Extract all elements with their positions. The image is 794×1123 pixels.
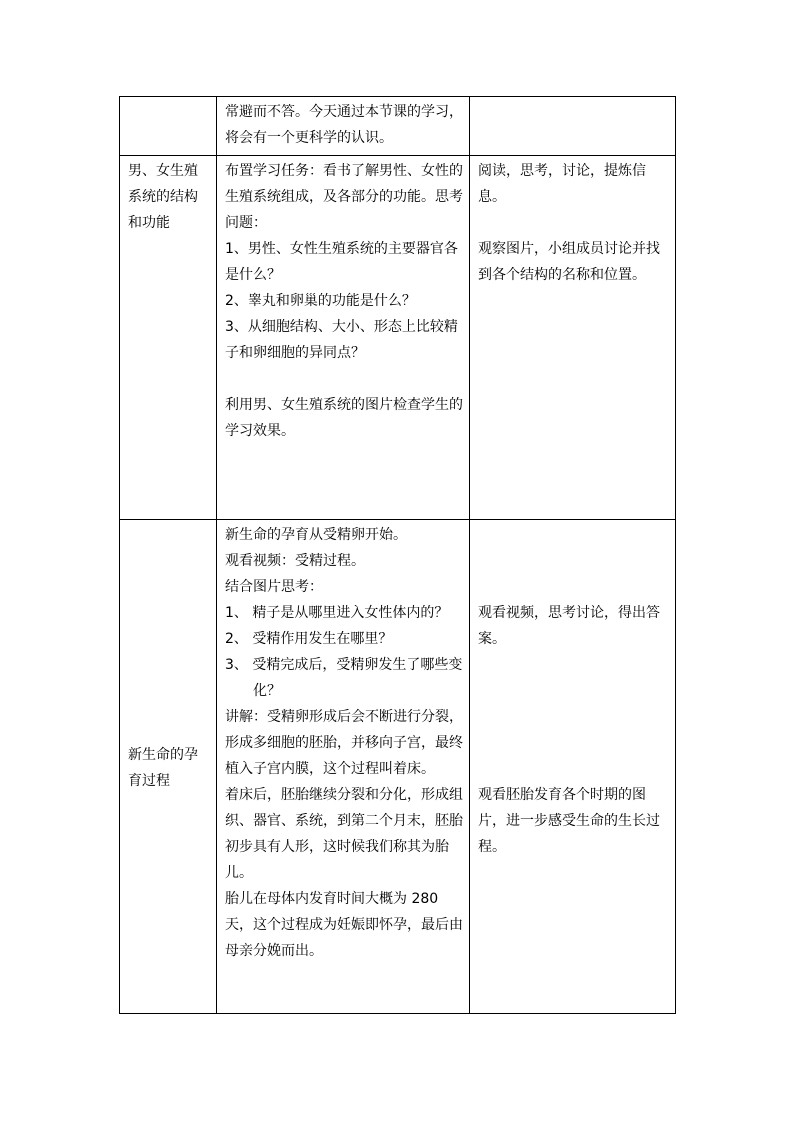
teacher-activity-cell — [217, 97, 470, 156]
teacher-text: 着床后，胚胎继续分裂和分化，形成组织、器官、系统，到第二个月末，胚胎初步具有人形，这时候我们称其为胎儿。 — [225, 787, 463, 881]
topic-cell — [120, 520, 217, 1014]
teacher-text: 结合图片思考： — [225, 579, 323, 595]
teacher-text: 利用男、女生殖系统的图片检查学生的学习效果。 — [225, 397, 463, 439]
student-activity-cell — [470, 520, 676, 1014]
teacher-text: 2、 受精作用发生在哪里？ — [225, 631, 393, 647]
teacher-activity-cell — [217, 520, 470, 1014]
spacer — [478, 210, 669, 236]
teacher-text: 胎儿在母体内发育时间大概为 280 天，这个过程成为妊娠即怀孕，最后由母亲分娩而出。 — [225, 891, 463, 959]
teacher-text: 3、 受精完成后，受精卵发生了哪些变化？ — [225, 657, 463, 699]
teacher-text: 新生命的孕育从受精卵开始。 — [225, 527, 407, 543]
topic-text: 男、女生殖系统的结构和功能 — [128, 163, 198, 231]
student-activity-cell — [470, 97, 676, 156]
table-row — [120, 156, 676, 520]
lesson-plan-table — [119, 96, 676, 1014]
student-text: 阅读，思考，讨论，提炼信息。 — [478, 163, 646, 205]
table-row — [120, 520, 676, 1014]
teacher-activity-cell — [217, 156, 470, 520]
spacer — [225, 366, 463, 392]
teacher-text: 讲解：受精卵形成后会不断进行分裂，形成多细胞的胚胎，并移向子宫，最终植入子宫内膜，这个过程叫着床。 — [225, 709, 463, 777]
student-text: 观看视频，思考讨论，得出答案。 — [478, 605, 660, 647]
teacher-text: 1、男性、女性生殖系统的主要器官各是什么？ — [225, 241, 458, 283]
teacher-text: 1、 精子是从哪里进入女性体内的？ — [225, 605, 449, 621]
teacher-text: 2、睾丸和卵巢的功能是什么？ — [225, 293, 416, 309]
student-text: 观看胚胎发育各个时期的图片，进一步感受生命的生长过程。 — [478, 787, 660, 855]
teacher-text: 3、从细胞结构、大小、形态上比较精子和卵细胞的异同点？ — [225, 319, 458, 361]
student-text: 观察图片，小组成员讨论并找到各个结构的名称和位置。 — [478, 241, 660, 283]
teacher-text: 常避而不答。今天通过本节课的学习，将会有一个更科学的认识。 — [225, 104, 463, 146]
table-row — [120, 97, 676, 156]
teacher-text: 观看视频：受精过程。 — [225, 553, 365, 569]
topic-text: 新生命的孕育过程 — [128, 746, 198, 789]
teacher-text: 布置学习任务：看书了解男性、女性的生殖系统组成，及各部分的功能。思考问题： — [225, 163, 463, 231]
topic-cell — [120, 97, 217, 156]
topic-cell — [120, 156, 217, 520]
spacer — [478, 652, 669, 782]
student-activity-cell — [470, 156, 676, 520]
